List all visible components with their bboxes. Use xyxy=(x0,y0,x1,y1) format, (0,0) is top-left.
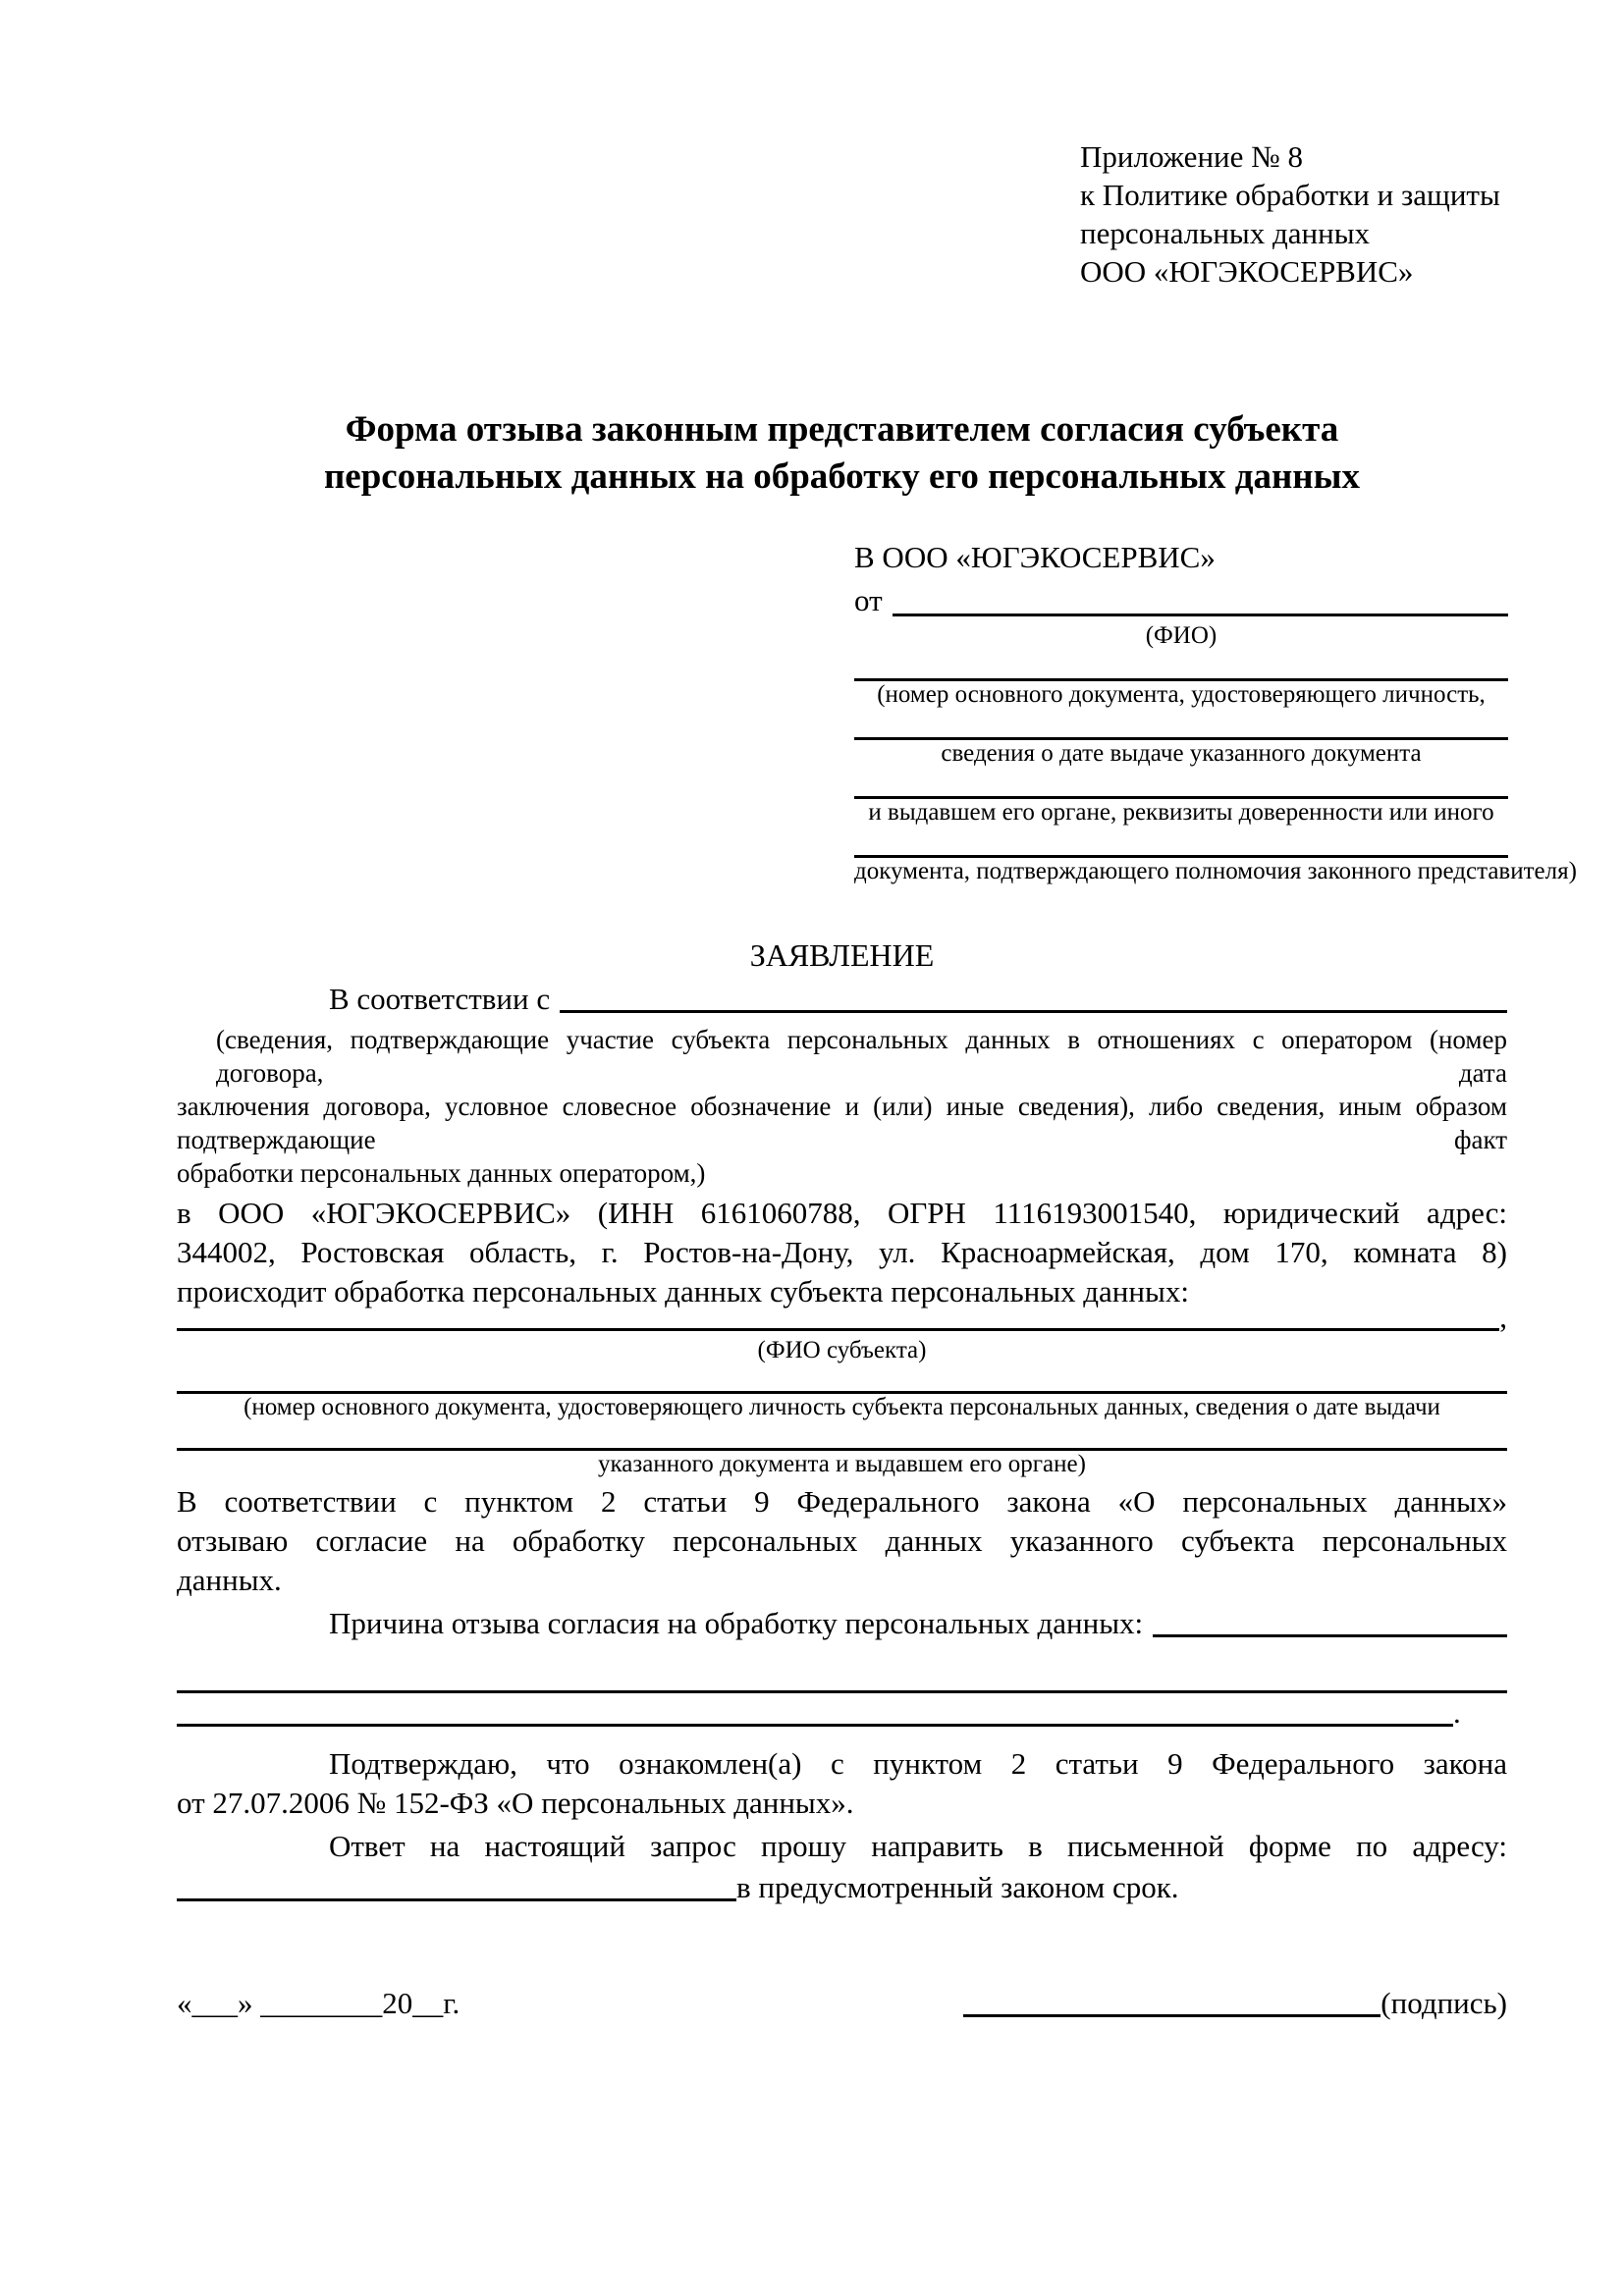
appendix-line-3: персональных данных xyxy=(1080,216,1371,250)
reason-field-end-row xyxy=(177,1693,1507,1733)
withdraw-line-3: данных. xyxy=(177,1563,282,1597)
appendix-line-4: ООО «ЮГЭКОСЕРВИС» xyxy=(1080,254,1414,289)
signature-caption: (подпись) xyxy=(1380,1986,1507,2020)
intro-lead: В соответствии с xyxy=(329,982,551,1016)
confirm-line-2: от 27.07.2006 № 152-ФЗ «О персональных данных». xyxy=(177,1786,854,1820)
from-field-row xyxy=(854,579,1508,622)
from-label: от xyxy=(854,583,883,617)
reason-lead: Причина отзыва согласия на обработку персональных данных: xyxy=(329,1606,1144,1640)
representative-doc-field-1 xyxy=(854,650,1508,709)
title-line-1: Форма отзыва законным представителем согласия субъекта xyxy=(345,409,1339,450)
subject-fio-caption: (ФИО субъекта) xyxy=(757,1337,927,1363)
intro-blank-line xyxy=(560,1010,1507,1013)
blank-line xyxy=(177,1421,1507,1451)
statement-heading: ЗАЯВЛЕНИЕ xyxy=(749,937,935,973)
confirm-line-1: Подтверждаю, что ознакомлен(а) с пунктом 2 статьи 9 Федерального закона xyxy=(329,1746,1507,1781)
subject-doc-field-2 xyxy=(177,1421,1507,1478)
date-line: «___» ________20__г. xyxy=(177,1986,460,2020)
reason-blank-line-2 xyxy=(177,1669,1507,1693)
reason-blank-line-3 xyxy=(177,1724,1453,1727)
representative-doc-field-3 xyxy=(854,768,1508,827)
representative-doc-field-4 xyxy=(854,827,1577,885)
operator-line-3: происходит обработка персональных данных субъекта персональных данных: xyxy=(177,1274,1189,1308)
representative-doc-field-2 xyxy=(854,709,1508,768)
reply-tail: в предусмотренный законом срок. xyxy=(736,1870,1179,1904)
subject-doc-caption-2: указанного документа и выдавшем его органе) xyxy=(598,1451,1086,1477)
reply-address-row xyxy=(177,1866,1507,1907)
note-line-2: заключения договора, условное словесное обозначение и (или) иные сведения), либо сведения, иным образом подтверждающие факт xyxy=(177,1092,1507,1154)
doc-caption-3: и выдавшем его органе, реквизиты доверенности или иного xyxy=(868,799,1494,826)
signature-field xyxy=(963,1984,1507,2023)
addressee-org: В ООО «ЮГЭКОСЕРВИС» xyxy=(854,540,1216,574)
intro-field-row xyxy=(177,976,1507,1019)
blank-line xyxy=(177,1364,1507,1394)
blank-line xyxy=(854,768,1508,799)
subject-fio-field xyxy=(177,1300,1507,1337)
appendix-line-2: к Политике обработки и защиты xyxy=(1080,178,1500,212)
address-blank-line xyxy=(177,1898,736,1901)
operator-paragraph xyxy=(177,1194,1507,1311)
trailing-comma: , xyxy=(1499,1300,1507,1334)
doc-caption-2: сведения о дате выдаче указанного документа xyxy=(941,740,1422,767)
appendix-line-1: Приложение № 8 xyxy=(1080,139,1303,174)
blank-line xyxy=(854,709,1508,740)
reason-field-row xyxy=(177,1602,1507,1643)
trailing-period: . xyxy=(1453,1695,1461,1730)
addressee-block xyxy=(854,536,1577,885)
reason-blank-line xyxy=(1153,1634,1507,1637)
blank-line xyxy=(854,827,1508,858)
operator-line-1: в ООО «ЮГЭКОСЕРВИС» (ИНН 6161060788, ОГРН 1116193001540, юридический адрес: xyxy=(177,1196,1507,1230)
fio-caption: (ФИО) xyxy=(1145,622,1218,649)
note-line-3: обработки персональных данных оператором,) xyxy=(177,1158,706,1188)
blank-line xyxy=(177,1328,1499,1331)
withdraw-line-1: В соответствии с пунктом 2 статьи 9 Федерального закона «О персональных данных» xyxy=(177,1484,1507,1519)
title-line-2: персональных данных на обработку его персональных данных xyxy=(323,456,1360,497)
intro-note xyxy=(177,1023,1507,1190)
doc-caption-1: (номер основного документа, удостоверяющего личность, xyxy=(877,681,1486,708)
blank-line xyxy=(854,650,1508,681)
date-signature-row xyxy=(177,1978,1507,2023)
signature-blank-line xyxy=(963,2014,1380,2017)
withdraw-paragraph xyxy=(177,1482,1507,1600)
reply-lead-line: Ответ на настоящий запрос прошу направить в письменной форме по адресу: xyxy=(329,1829,1507,1863)
document-title xyxy=(177,406,1507,501)
note-line-1: (сведения, подтверждающие участие субъекта персональных данных в отношениях с оператором (номер договора, дата xyxy=(216,1025,1507,1088)
withdraw-line-2: отзываю согласие на обработку персональных данных указанного субъекта персональных xyxy=(177,1523,1507,1558)
subject-doc-field-1 xyxy=(177,1364,1507,1421)
confirm-paragraph xyxy=(177,1744,1507,1823)
subject-doc-caption-1: (номер основного документа, удостоверяющего личность субъекта персональных данных, сведения о дате выдачи xyxy=(244,1394,1440,1420)
doc-caption-4: документа, подтверждающего полномочия законного представителя) xyxy=(854,858,1577,884)
operator-line-2: 344002, Ростовская область, г. Ростов-на-Дону, ул. Красноармейская, дом 170, комната 8) xyxy=(177,1235,1507,1269)
from-blank-line xyxy=(893,614,1508,616)
appendix-header xyxy=(1080,137,1507,291)
